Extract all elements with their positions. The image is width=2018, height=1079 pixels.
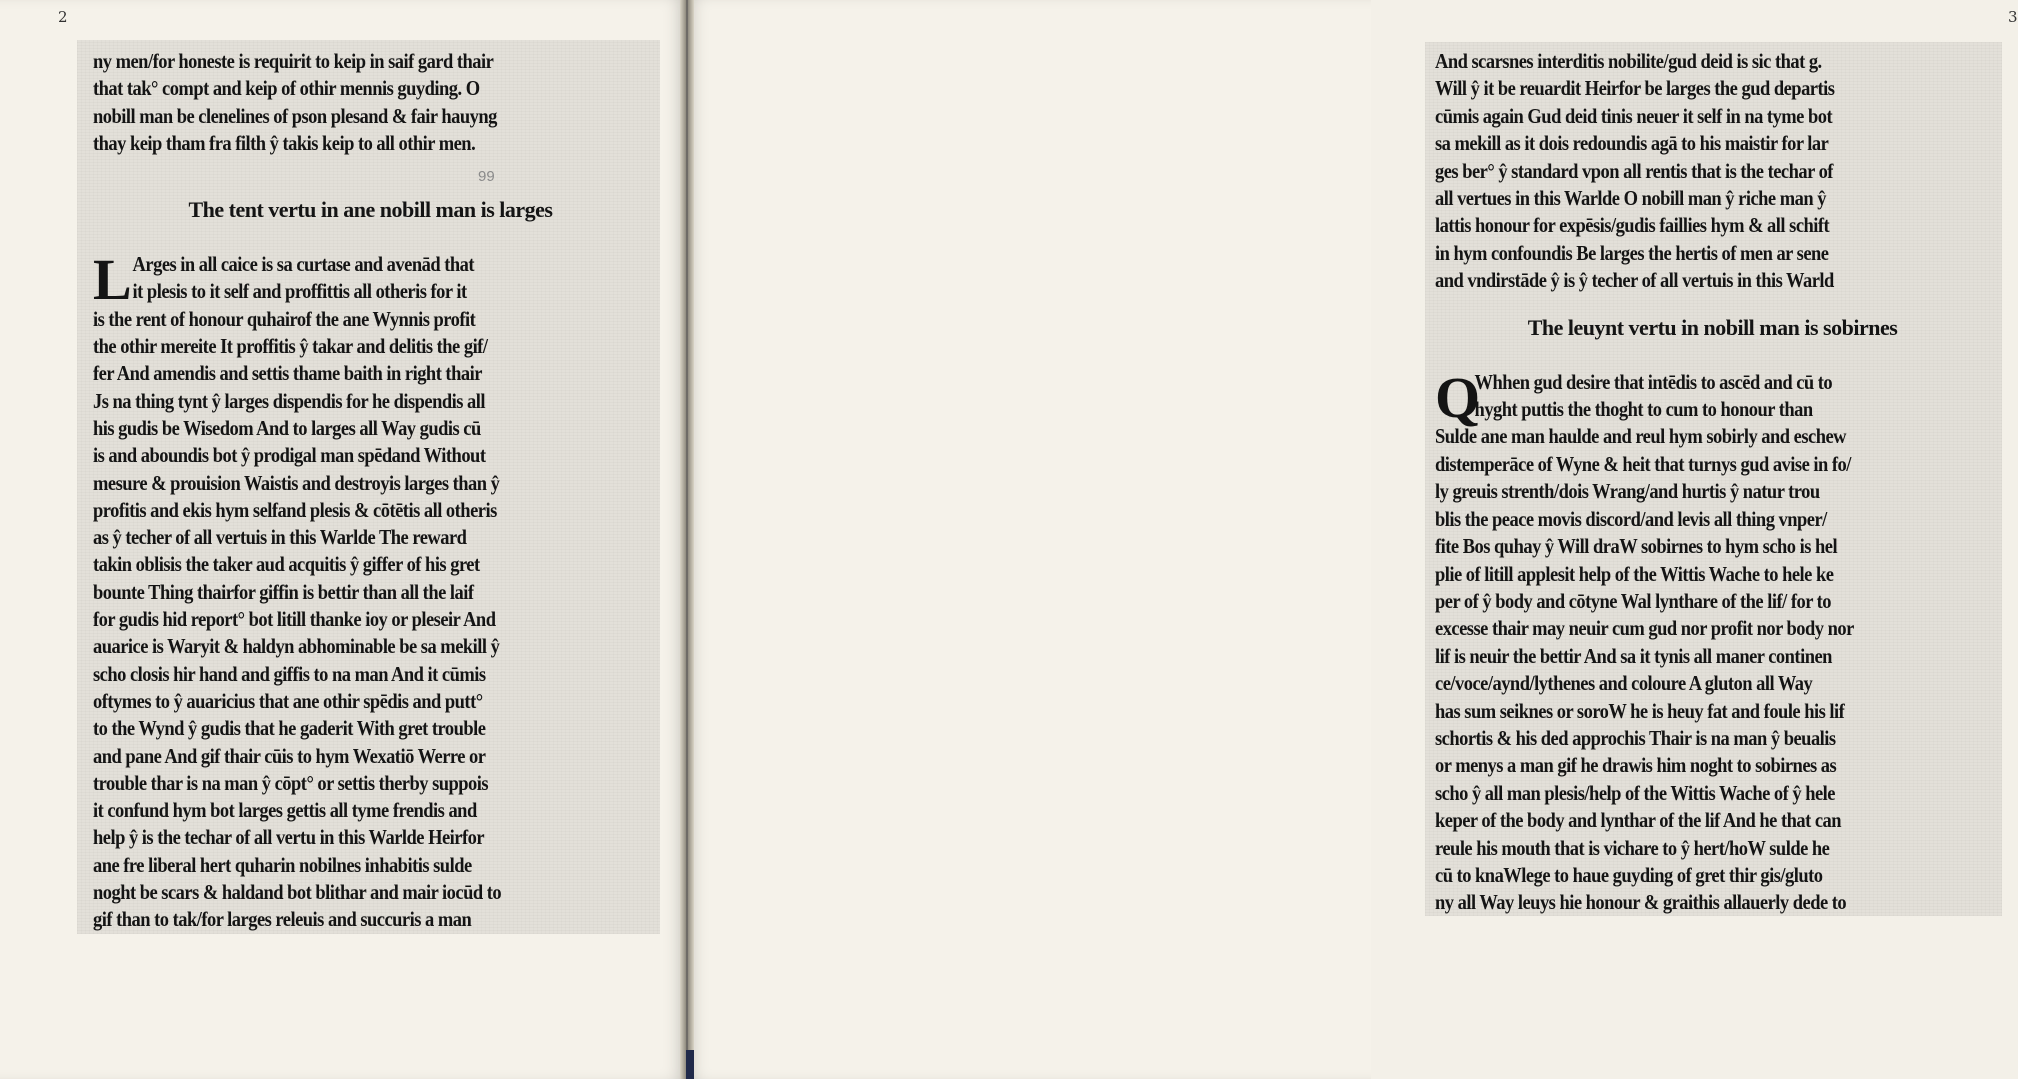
text-line: plie of litill applesit help of the Wittis Wache to hele ke	[1435, 561, 1834, 586]
text-line: it plesis to it self and proffittis all otheris for it	[132, 279, 467, 304]
text-line: noght be scars & haldand bot blithar and mair iocūd to	[93, 880, 502, 905]
text-line: takin oblisis the taker aud acquitis ŷ giffer of his gret	[93, 552, 480, 577]
text-line: ny men/for honeste is requirit to keip in saif gard thair	[93, 49, 494, 73]
text-line: gif than to tak/for larges releuis and succuris a man	[93, 907, 472, 932]
pencil-note: 99	[478, 168, 495, 185]
text-line: Will ŷ it be reuardit Heirfor be larges the gud departis	[1435, 76, 1835, 101]
text-line: that tak° compt and keip of othir mennis guyding. O	[93, 76, 480, 101]
text-line: hyght puttis the thoght to cum to honour than	[1474, 397, 1813, 422]
book-spine	[686, 1050, 694, 1079]
text-line: the othir mereite It proffitis ŷ takar and delitis the gif/	[93, 334, 488, 359]
text-line: Arges in all caice is sa curtase and avenād that	[132, 252, 474, 277]
text-line: blis the peace movis discord/and levis all thing vnper/	[1435, 506, 1827, 531]
right-section-heading: The leuynt vertu in nobill man is sobirnes	[1527, 314, 1898, 340]
left-body-paragraph	[93, 247, 648, 933]
text-line: help ŷ is the techar of all vertu in this Warlde Heirfor	[93, 825, 485, 850]
text-line: for gudis hid report° bot litill thanke ioy or pleseir And	[93, 607, 496, 632]
text-line: Whhen gud desire that intēdis to ascēd and cū to	[1474, 369, 1833, 394]
text-line: scho ŷ all man plesis/help of the Wittis Wache of ŷ hele	[1435, 780, 1836, 805]
text-line: ly greuis strenth/dois Wrang/and hurtis ŷ natur trou	[1435, 479, 1820, 504]
text-line: Js na thing tynt ŷ larges dispendis for he dispendis all	[93, 388, 486, 413]
text-line: reule his mouth that is vichare to ŷ hert/hoW sulde he	[1435, 835, 1830, 860]
text-line: in hym confoundis Be larges the hertis of men ar sene	[1435, 240, 1829, 265]
right-body-paragraph	[1435, 364, 1990, 917]
text-line: and vndirstāde ŷ is ŷ techer of all vertuis in this Warld	[1435, 268, 1834, 293]
text-line: ce/voce/aynd/lythenes and coloure A gluton all Way	[1435, 671, 1813, 696]
left-dropcap: L	[93, 247, 132, 313]
text-line: cūmis again Gud deid tinis neuer it self in na tyme bot	[1435, 103, 1833, 128]
right-page-scan	[1425, 42, 2002, 916]
right-top-lines	[1435, 48, 1990, 295]
text-line: thay keip tham fra filth ŷ takis keip to all othir men.	[93, 130, 476, 155]
text-line: cū to knaWlege to haue guyding of gret thir gis/gluto	[1435, 862, 1823, 887]
book-gutter	[680, 0, 694, 1079]
text-line: ny all Way leuys hie honour & graithis allauerly dede to	[1435, 890, 1847, 915]
text-line: ane fre liberal hert quharin nobilnes inhabitis sulde	[93, 852, 472, 877]
text-line: to the Wynd ŷ gudis that he gaderit With gret trouble	[93, 716, 486, 741]
right-page	[686, 0, 2018, 1079]
text-line: as ŷ techer of all vertuis in this Warlde The reward	[93, 525, 467, 550]
left-section-heading: The tent vertu in ane nobill man is larges	[188, 197, 553, 223]
text-line: per of ŷ body and cōtyne Wal lynthare of the lif/ for to	[1435, 588, 1832, 613]
text-line: his gudis be Wisedom And to larges all Way gudis cū	[93, 415, 481, 440]
text-line: Sulde ane man haulde and reul hym sobirly and eschew	[1435, 424, 1847, 449]
text-line: and pane And gif thair cūis to hym Wexatiō Werre or	[93, 743, 486, 768]
text-line: oftymes to ŷ auaricius that ane othir spēdis and putt°	[93, 688, 483, 713]
page-number-right: 3	[2008, 8, 2018, 26]
text-line: fer And amendis and settis thame baith in right thair	[93, 361, 482, 386]
text-line: all vertues in this Warlde O nobill man ŷ riche man ŷ	[1435, 186, 1826, 211]
left-page-scan	[77, 40, 660, 934]
text-line: scho closis hir hand and giffis to na man And it cūmis	[93, 661, 486, 686]
text-line: it confund hym bot larges gettis all tyme frendis and	[93, 798, 477, 823]
page-number-left: 2	[58, 8, 68, 26]
text-line: bounte Thing thairfor giffin is bettir than all the laif	[93, 579, 474, 604]
left-top-lines	[93, 48, 648, 157]
text-line: has sum seiknes or soroW he is heuy fat and foule his lif	[1435, 698, 1845, 723]
text-line: sa mekill as it dois redoundis agā to his maistir for lar	[1435, 131, 1829, 156]
text-line: is and aboundis bot ŷ prodigal man spēdand Without	[93, 443, 486, 468]
text-line: profitis and ekis hym selfand plesis & cōtētis all otheris	[93, 497, 497, 522]
left-page	[0, 0, 686, 1079]
right-dropcap: Q	[1435, 364, 1481, 430]
text-line: distemperāce of Wyne & heit that turnys gud avise in fo/	[1435, 451, 1851, 476]
text-line: is the rent of honour quhairof the ane Wynnis profit	[93, 306, 476, 331]
text-line: fite Bos quhay ŷ Will draW sobirnes to hym scho is hel	[1435, 534, 1838, 559]
text-line: trouble thar is na man ŷ cōpt° or settis therby suppois	[93, 770, 489, 795]
text-line: excesse thair may neuir cum gud nor profit nor body nor	[1435, 616, 1854, 641]
text-line: nobill man be clenelines of pson plesand & fair hauyng	[93, 103, 497, 128]
text-line: or menys a man gif he drawis him noght to sobirnes as	[1435, 753, 1837, 778]
text-line: mesure & prouision Waistis and destroyis larges than ŷ	[93, 470, 500, 495]
text-line: And scarsnes interditis nobilite/gud deid is sic that g.	[1435, 49, 1822, 73]
text-line: ges ber° ŷ standard vpon all rentis that is the techar of	[1435, 158, 1833, 183]
text-line: keper of the body and lynthar of the lif And he that can	[1435, 808, 1842, 833]
text-line: lattis honour for expēsis/gudis faillies hym & all schift	[1435, 213, 1830, 238]
text-line: schortis & his ded approchis Thair is na man ŷ beualis	[1435, 725, 1836, 750]
text-line: lif is neuir the bettir And sa it tynis all maner continen	[1435, 643, 1832, 668]
text-line: auarice is Waryit & haldyn abhominable be sa mekill ŷ	[93, 634, 500, 659]
